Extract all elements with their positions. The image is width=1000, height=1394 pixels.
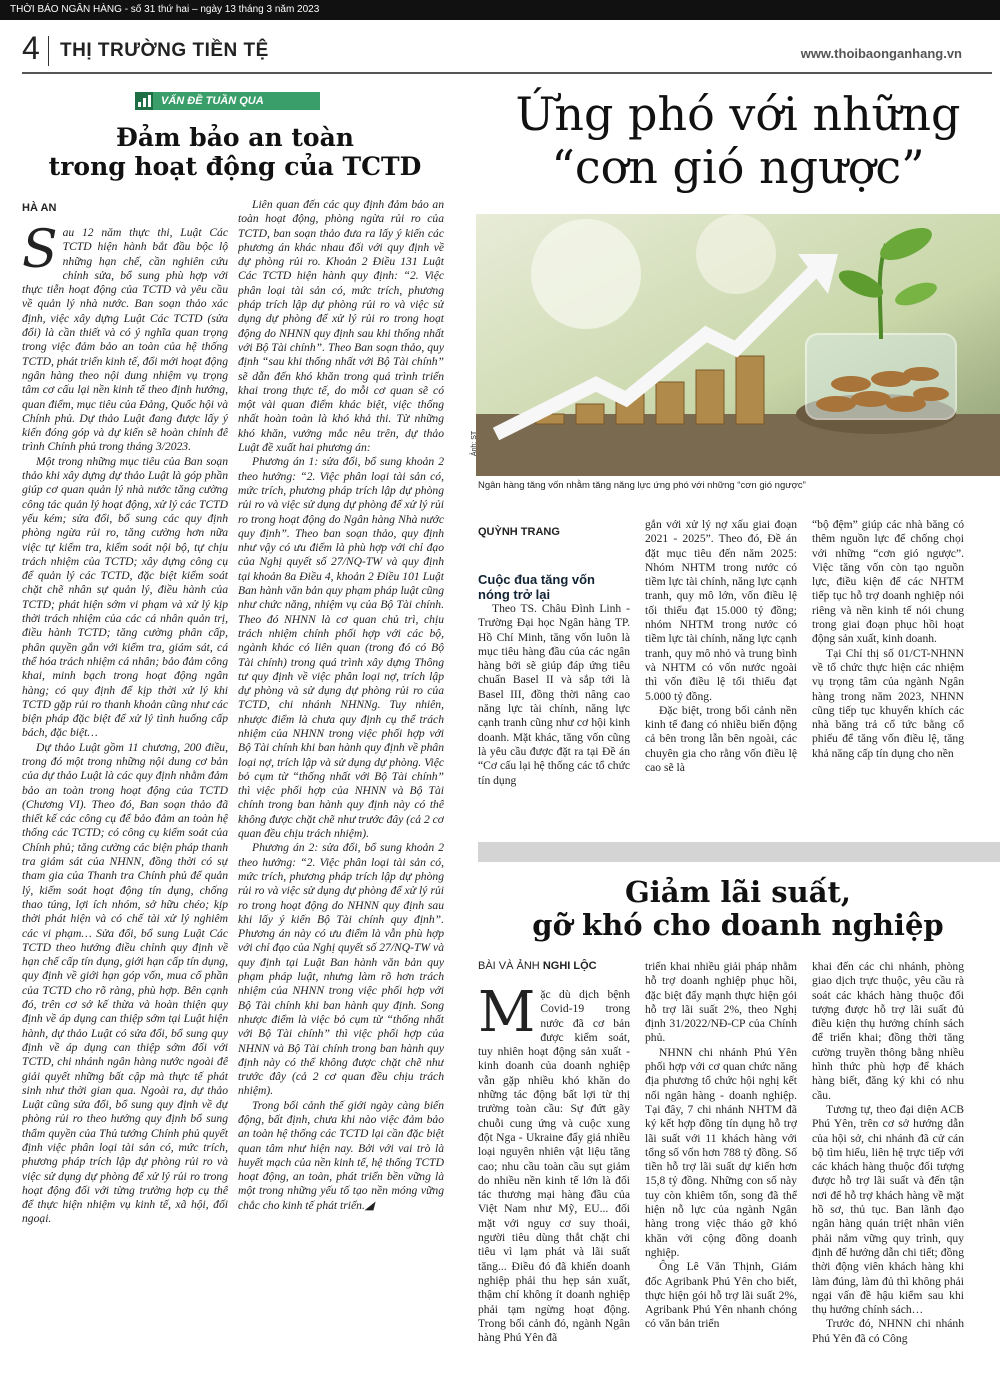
paragraph: Tại Chỉ thị số 01/CT-NHNN về tổ chức thực hiện các nhiệm vụ trọng tâm của ngành Ngân hàng trong năm 2023, NHNN cũng tiếp tục khuyến khích các nhà băng trả cổ tức bằng cổ phiếu để tăng vốn điều lệ, tăng khả năng cấp tín dụng cho nền [812,646,964,760]
website-url[interactable]: www.thoibaonganhang.vn [800,46,962,61]
paragraph: khai đến các chi nhánh, phòng giao dịch trực thuộc, yêu cầu rà soát các khách hàng thuộc đối tượng được hỗ trợ lãi suất đủ điều kiện thụ hưởng chính sách để triển khai; đồng thời tăng cường truyền thông bằng nhiều hình thức phù hợp để khách hàng biết, đăng ký khi có nhu cầu. [812,960,964,1102]
paragraph: triển khai nhiều giải pháp nhằm hỗ trợ doanh nghiệp phục hồi, đặc biệt đẩy mạnh thực hiện gói hỗ trợ lãi suất 2%, theo Nghị định 31/2022/NĐ-CP của Chính phủ. [645,960,797,1045]
article3-byline: BÀI VÀ ẢNH NGHI LỘC [478,960,597,972]
divider [48,36,49,66]
paragraph: Tương tự, theo đại diện ACB Phú Yên, trên cơ sở hướng dẫn của hội sở, chi nhánh đã cử cán bộ tìm hiểu, liên hệ trực tiếp với các khách hàng thuộc đối tượng được hỗ trợ lãi suất và đến tận nơi để hỗ trợ khách hàng về mặt hồ sơ, thủ tục. Ban lãnh đạo ngân hàng quán triệt nhân viên phải nắm vững quy trình, quy định để hướng dẫn chi tiết; đồng thời động viên khách hàng khi làm đúng, làm đủ thì không phải ngại vấn đề hậu kiểm sau khi thụ hưởng chính sách… [812,1102,964,1317]
paragraph: Phương án 1: sửa đổi, bổ sung khoản 2 theo hướng: “2. Việc phân loại tài sản có, mức trích, phương pháp trích lập dự phòng rủi ro và việc sử dụng dự phòng để xử lý rủi ro trong hoạt động do Ngân hàng Nhà nước quy định”. Theo ban soạn thảo, quy định như vậy có ưu điểm là phù hợp với chỉ đạo của Nghị quyết số 27/NQ-TW và quy định tại khoản 8a Điều 4, khoản 2 Điều 101 Luật Ban hành văn bản quy phạm pháp luật cũng như chức năng, nhiệm vụ của Bộ Tài chính. Theo đó NHNN là cơ quan chủ trì, chịu trách nhiệm chính phối hợp với các bộ, ngành khác có liên quan (trong đó có Bộ Tài chính) trong quá trình xây dựng Thông tư quy định về việc phân loại nợ, trích lập dự phòng và sử dụng dự phòng rủi ro của TCTD, chi nhánh NHNNg. Tuy nhiên, nhược điểm là chưa quy định cụ thể trách nhiệm của NHNN trong việc phối hợp với Bộ Tài chính khi ban hành quy định về phân loại nợ, trích lập và sử dụng dự phòng. Việc bỏ cụm từ “thống nhất với Bộ Tài chính” thì việc phối hợp của NHNN và Bộ Tài chính trong ban hành quy định này có thể không được chặt chẽ như trước đây (cả 2 cơ quan đều chịu trách nhiệm). [238,455,444,841]
separator-bar [478,842,1000,862]
article1-column-2 [238,198,444,1394]
coin-jar-image [476,214,1000,476]
photo-credit: Ảnh: ST [471,430,479,457]
article2-title: Ứng phó với những “cơn gió ngược” [515,87,961,194]
article1-column-1 [22,226,228,1394]
article2-column-2 [645,518,797,834]
article2-author: QUỲNH TRANG [478,526,560,538]
paragraph: Một trong những mục tiêu của Ban soạn thảo khi xây dựng dự thảo Luật là góp phần giúp cơ quan quản lý nhà nước tăng cường công tác quản lý hoạt động, xử lý các TCTD yếu kém; sửa đổi, bổ sung các quy định phòng ngừa rủi ro, tăng cường hơn nữa việc tự kiểm tra, kiểm soát nội bộ, tự chịu trách nhiệm của TCTD; xây dựng công cụ để quản lý các TCTD, đặc biệt kiểm soát chặt chẽ nhân sự quản lý, điều hành của TCTD; phát hiện sớm vi phạm và xử lý kịp thời trách nhiệm của các cá nhân quản trị, điều hành TCTD; tăng cường phân cấp, phân quyền gắn với kiểm tra, giám sát, cá thể hóa trách nhiệm cá nhân; bảo đảm công khai, minh bạch trong hoạt động ngân hàng; có quy định để kịp thời xử lý khi TCTD gặp rủi ro thanh khoản cũng như các biện pháp đặc biệt để xử lý tình huống cấp bách, đặc biệt… [22,454,228,740]
dropcap: S [22,226,58,280]
paragraph: au 12 năm thực thi, Luật Các TCTD hiện hành bắt đầu bộc lộ những hạn chế, cần nghiên cứu chỉnh sửa, bổ sung phù hợp với thực tiễn hoạt động của TCTD và yêu cầu về quản lý nhà nước. Ban soạn thảo xác định, việc xây dựng Luật Các TCTD (sửa đổi) là cần thiết và có ý nghĩa quan trọng trong việc đảm bảo an toàn của hệ thống TCTD, phát triển kinh tế, đổi mới hoạt động ngân hàng theo nội dung nhiệm vụ trọng tâm cơ cấu lại nền kinh tế theo định hướng, quan điểm, mục tiêu của Đảng, Quốc hội và Chính phủ. Dự thảo Luật đang được lấy ý kiến đóng góp và dự kiến sẽ hoàn chỉnh để trình Chính phủ trong tháng 3/2023. [22,226,228,454]
article2-column-3 [812,518,964,834]
section-title: THỊ TRƯỜNG TIỀN TỆ [60,40,269,61]
paragraph: ặc dù dịch bệnh Covid-19 trong nước đã cơ bản được kiểm soát, tuy nhiên hoạt động sản xuất - kinh doanh của doanh nghiệp vẫn gặp nhiều khó khăn do những tác động bất lợi từ thị trường toàn cầu: Sự đứt gãy chuỗi cung ứng và cuộc xung đột Nga - Ukraine đẩy giá nhiều loại nguyên nhiên vật liệu tăng cao; nhu cầu toàn cầu sụt giảm do nhiều nền kinh tế lớn là đối tác thương mại hàng đầu của Việt Nam như Mỹ, EU... đối mặt với nguy cơ suy thoái, người tiêu dùng thắt chặt chi tiêu vì lạm phát và lãi suất tăng... Điều đó đã khiến doanh nghiệp phải thu hẹp sản xuất, thậm chí không ít doanh nghiệp phải tạm ngừng hoạt động. Trong bối cảnh đó, ngành Ngân hàng Phú Yên đã [478,988,630,1345]
paragraph: “bộ đệm” giúp các nhà băng có thêm nguồn lực để chống chọi với những “cơn gió ngược”. Việc tăng vốn còn tạo nguồn lực, điều kiện để các NHTM tiếp tục hỗ trợ doanh nghiệp nói riêng và nền kinh tế nói chung trong giai đoạn phục hồi hoạt động sản xuất, kinh doanh. [812,518,964,646]
article3-column-3 [812,960,964,1394]
article3-column-2 [645,960,797,1394]
article3-column-1 [478,988,630,1394]
photo-caption: Ngân hàng tăng vốn nhằm tăng năng lực ứng phó với những “cơn gió ngược” [478,480,806,491]
chart-icon [135,92,153,110]
page-number: 4 [22,30,40,66]
paragraph: Liên quan đến các quy định đảm bảo an toàn hoạt động, phòng ngừa rủi ro của TCTD, ban soạn thảo đưa ra lấy ý kiến các phương án khác nhau đối với quy định về dự phòng rủi ro. Khoản 2 Điều 131 Luật Các TCTD hiện hành quy định: “2. Việc phân loại tài sản có, mức trích, phương pháp trích lập dự phòng rủi ro và việc sử dụng dự phòng để xử lý rủi ro trong hoạt động do NHNN quy định sau khi thống nhất với Bộ Tài chính”. Theo Ban soạn thảo, quy định “sau khi thống nhất với Bộ Tài chính” sẽ dẫn đến khó khăn trong quá trình triển khai trong thực tế, do mỗi cơ quan sẽ có một vài quan điểm khác biệt, việc thống nhất hoàn toàn là khó khả thi. Từ những khó khăn, vướng mắc nêu trên, dự thảo Luật đề xuất hai phương án: [238,198,444,455]
paragraph: Đặc biệt, trong bối cảnh nền kinh tế đang có nhiều biến động cả bên trong lẫn bên ngoài, các chuyên gia cho rằng vốn điều lệ cao sẽ là [645,703,797,775]
article2-subheading: Cuộc đua tăng vốn nóng trở lại [478,572,595,602]
article2-photo [476,214,1000,476]
dropcap: M [478,988,536,1045]
section-label: VẤN ĐỀ TUẦN QUA [135,92,320,110]
paragraph: Phương án 2: sửa đổi, bổ sung khoản 2 theo hướng: “2. Việc phân loại tài sản có, mức trích, phương pháp trích lập dự phòng rủi ro và việc sử dụng dự phòng để xử lý rủi ro trong hoạt động do NHNN quy định sau khi lấy ý kiến Bộ Tài chính quy định”. Phương án này có ưu điểm là vẫn phù hợp với chỉ đạo của Nghị quyết số 27/NQ-TW và quy định tại Luật Ban hành văn bản quy phạm pháp luật, nhưng làm rõ hơn trách nhiệm của NHNN trong việc phối hợp với Bộ Tài chính khi ban hành quy định. Song nhược điểm là việc bỏ cụm từ “thống nhất với Bộ Tài chính” thì việc phối hợp của NHNN và Bộ Tài chính trong ban hành quy định này có thể không được chặt chẽ như trước đây (cả 2 cơ quan đều chịu trách nhiệm). [238,841,444,1098]
paragraph: Ông Lê Văn Thịnh, Giám đốc Agribank Phú Yên cho biết, thực hiện gói hỗ trợ lãi suất 2%, Agribank Phú Yên nhanh chóng có văn bản triển [645,1260,797,1331]
article3-title: Giảm lãi suất, gỡ khó cho doanh nghiệp [532,875,944,943]
article2-column-1 [478,602,630,834]
masthead-bar: THỜI BÁO NGÂN HÀNG - số 31 thứ hai – ngày 13 tháng 3 năm 2023 [0,0,1000,20]
article1-title: Đảm bảo an toàn trong hoạt động của TCTD [48,123,422,181]
article1-author: HÀ AN [22,202,57,214]
paragraph: gắn với xử lý nợ xấu giai đoạn 2021 - 2025”. Theo đó, Đề án đặt mục tiêu đến năm 2025: Nhóm NHTM trong nước có tiềm lực tài chính, năng lực cạnh tranh, quy mô lớn, vốn điều lệ tối thiểu đạt 15.000 tỷ đồng; nhóm NHTM trong nước có tiềm lực tài chính, năng lực cạnh tranh, quy mô nhỏ và trung bình và NHTM có vốn nước ngoài thì vốn điều lệ tối thiểu đạt 5.000 tỷ đồng. [645,518,797,703]
paragraph: Trước đó, NHNN chi nhánh Phú Yên đã có Công [812,1317,964,1345]
paragraph: NHNN chi nhánh Phú Yên phối hợp với cơ quan chức năng địa phương tổ chức hội nghị kết nối ngân hàng - doanh nghiệp. Tại đây, 7 chi nhánh NHTM đã ký kết hợp đồng tín dụng hỗ trợ lãi suất với 11 khách hàng với tổng số vốn hơn 788 tỷ đồng. Số tiền hỗ trợ lãi suất dự kiến hơn 15,8 tỷ đồng. Những con số này tuy còn khiêm tốn, song đã thể hiện nỗ lực của ngành Ngân hàng trong việc tháo gỡ khó khăn với cộng đồng doanh nghiệp. [645,1045,797,1259]
paragraph: Trong bối cảnh thế giới ngày càng biến động, bất định, chưa khi nào việc đảm bảo an toàn hệ thống các TCTD lại cần đặc biệt quan tâm như hiện nay. Bởi với vai trò là huyết mạch của nền kinh tế, hệ thống TCTD hoạt động, an toàn, phát triển bền vững là một trong những yếu tố tạo nền móng vững chắc cho kinh tế phát triển.◢ [238,1098,444,1212]
paragraph: Theo TS. Châu Đình Linh - Trường Đại học Ngân hàng TP. Hồ Chí Minh, tăng vốn luôn là mục tiêu hàng đầu của các ngân hàng bởi sẽ giúp đáp ứng tiêu chuẩn Basel II và sắp tới là Basel III, đồng thời nâng cao năng lực tài chính, năng lực cạnh tranh cũng như cơ hội kinh doanh. Mặt khác, tăng vốn cũng là yêu cầu được đặt ra tại Đề án “Cơ cấu lại hệ thống các tổ chức tín dụng [478,602,630,787]
paragraph: Dự thảo Luật gồm 11 chương, 200 điều, trong đó một trong những nội dung cơ bản của dự thảo Luật là các quy định nhằm đảm bảo an toàn trong hoạt động của TCTD (Chương VI). Theo đó, Ban soạn thảo đã thiết kế các công cụ để bảo đảm an toàn hệ thống các TCTD; có công cụ kiểm soát của Chính phủ; tăng cường các biện pháp thanh tra giám sát của NHNN, đồng thời có sự tham gia của Thanh tra Chính phủ để quản lý, kiểm soát hoạt động tín dụng, chống thao túng, lợi ích nhóm, sở hữu chéo; kịp thời phát hiện và có chế tài xử lý nghiêm các vi phạm… Sửa đổi, bổ sung Luật Các TCTD theo hướng điều chỉnh quy định về hạn chế cấp tín dụng, giới hạn cấp tín dụng, quy định về giới hạn góp vốn, mua cổ phần của TCTD cho rõ ràng, phù hợp. Bên cạnh đó, trên cơ sở kế thừa và hoàn thiện quy định về áp dụng can thiệp sớm tại Luật hiện hành, dự thảo Luật có sửa đổi, bổ sung quy định về áp dụng can thiệp sớm đối với TCTD, chi nhánh ngân hàng nước ngoài để giải quyết những bất cập mà thực tế phát sinh như thời gian qua. Ngoài ra, dự thảo Luật cũng sửa đổi, bổ sung quy định về dự phòng rủi ro theo hướng quy định bổ sung thẩm quyền của Thủ tướng Chính phủ quyết định việc phân loại tài sản có, mức trích, phương pháp trích lập dự phòng rủi ro và việc sử dụng dự phòng để xử lý rủi ro trong hoạt động đối với từng trường hợp cụ thể để thực hiện nhiệm vụ kinh tế, xã hội, đối ngoại. [22,740,228,1226]
header-rule [22,72,992,74]
